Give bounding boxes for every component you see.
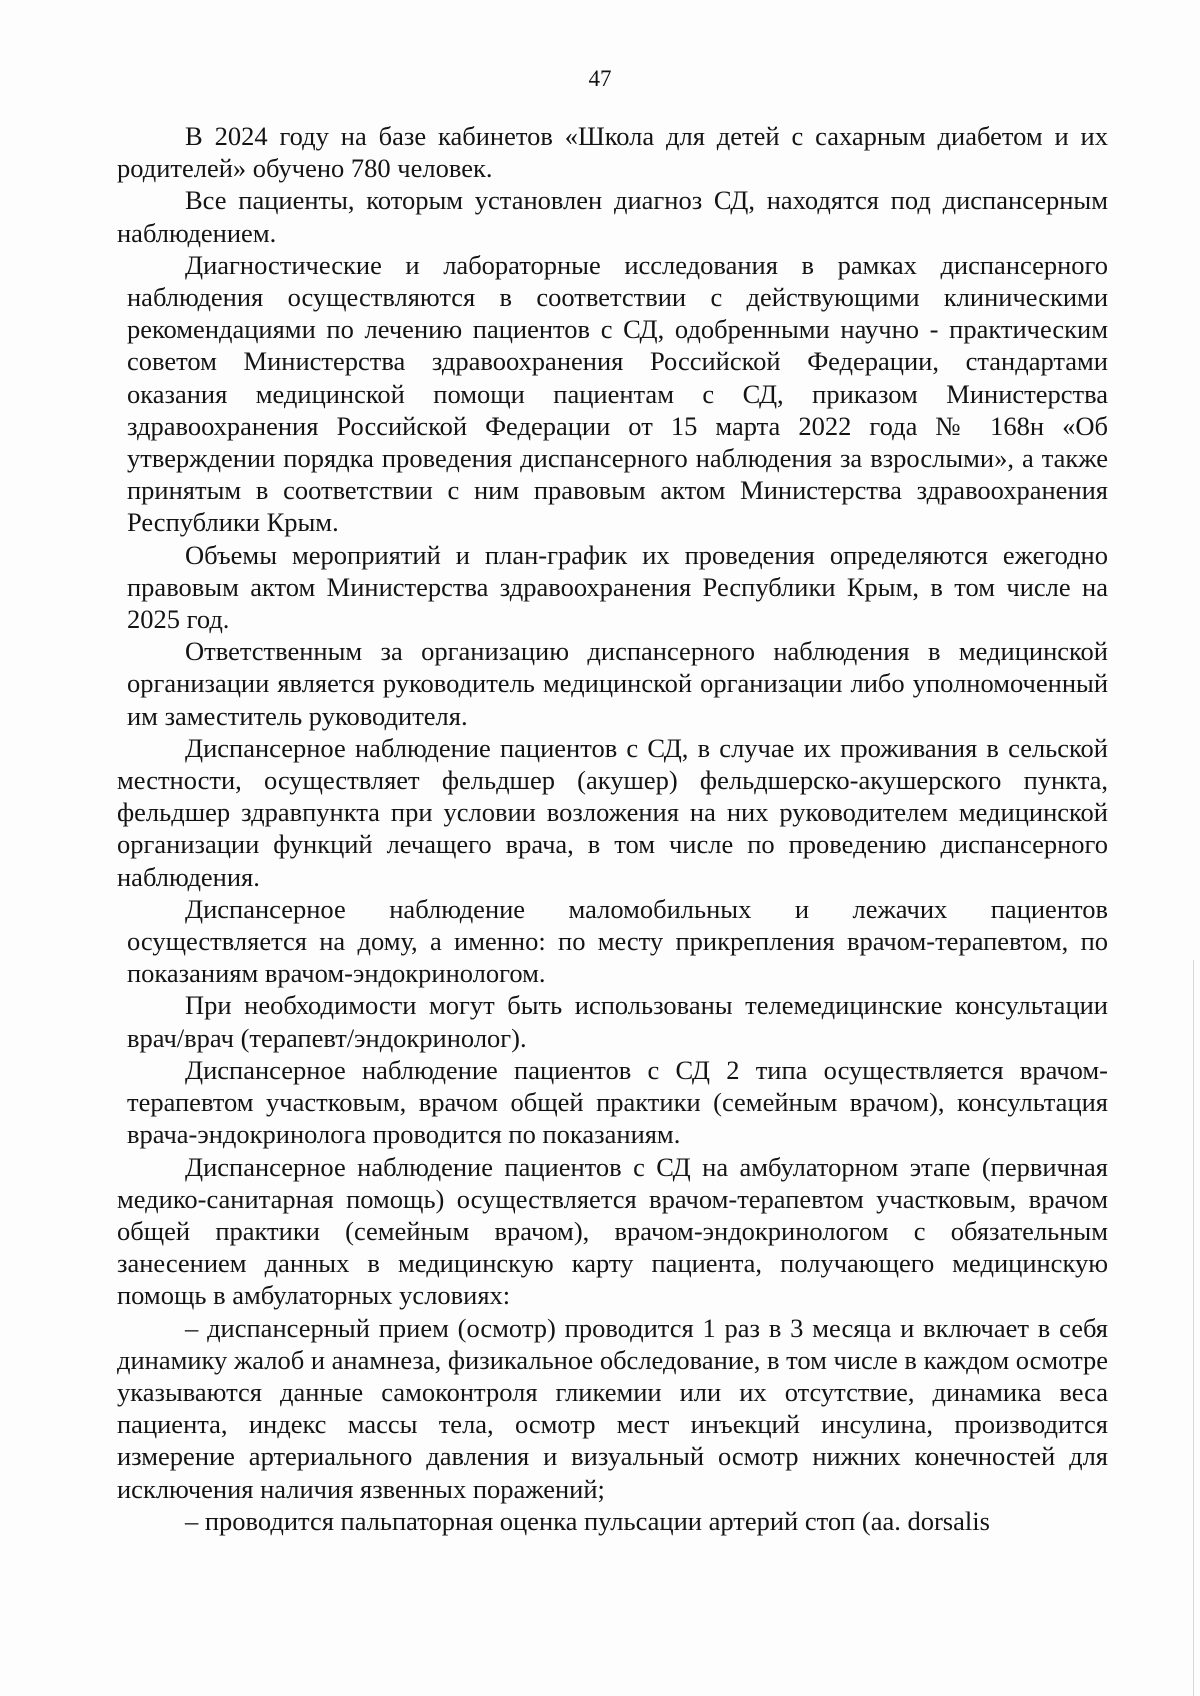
paragraph-responsible-person: Ответственным за организацию диспансерного наблюдения в медицинской организации является руководитель медицинской организации либо уполномоченный им заместитель руководителя. [127, 636, 1108, 731]
list-item-dispensary-visit: – диспансерный прием (осмотр) проводится 1 раз в 3 месяца и включает в себя динамику жалоб и анамнеза, физикальное обследование, в том числе в каждом осмотре указываются данные самоконтроля гликемии или их отсутствие, динамика веса пациента, индекс массы тела, осмотр мест инъекций инсулина, производится измерение артериального давления и визуальный осмотр нижних конечностей для исключения наличия язвенных поражений; [117, 1312, 1108, 1504]
paragraph-school-training: В 2024 году на базе кабинетов «Школа для детей с сахарным диабетом и их родителей» обучено 780 человек. [117, 121, 1108, 184]
page-number: 47 [588, 66, 612, 91]
list-item-pulse-assessment: – проводится пальпаторная оценка пульсации артерий стоп (aa. dorsalis [185, 1505, 990, 1536]
paragraph-outpatient-observation: Диспансерное наблюдение пациентов с СД на амбулаторном этапе (первичная медико-санитарная помощь) осуществляется врачом-терапевтом участковым, врачом общей практики (семейным врачом), врачом-эндокринологом с обязательным занесением данных в медицинскую карту пациента, получающего медицинскую помощь в амбулаторных условиях: [117, 1151, 1108, 1311]
paragraph-rural-observation: Диспансерное наблюдение пациентов с СД, в случае их проживания в сельской местности, осуществляет фельдшер (акушер) фельдшерско-акушерского пункта, фельдшер здравпункта при условии возложения на них руководителем медицинской организации функций лечащего врача, в том числе по проведению диспансерного наблюдения. [117, 732, 1108, 892]
paragraph-activity-volumes: Объемы мероприятий и план-график их проведения определяются ежегодно правовым актом Министерства здравоохранения Республики Крым, в том числе на 2025 год. [127, 539, 1108, 635]
paragraph-type2-observation: Диспансерное наблюдение пациентов с СД 2 типа осуществляется врачом-терапевтом участковым, врачом общей практики (семейным врачом), консультация врача-эндокринолога проводится по показаниям. [127, 1054, 1108, 1150]
paragraph-home-observation: Диспансерное наблюдение маломобильных и лежачих пациентов осуществляется на дому, а именно: по месту прикрепления врачом-терапевтом, по показаниям врачом-эндокринологом. [127, 893, 1108, 989]
scan-edge-line [1193, 960, 1194, 1696]
document-body [117, 120, 1108, 1537]
paragraph-dispensary-observation: Все пациенты, которым установлен диагноз СД, находятся под диспансерным наблюдением. [117, 185, 1108, 248]
paragraph-telemedicine: При необходимости могут быть использованы телемедицинские консультации врач/врач (терапевт/эндокринолог). [127, 990, 1108, 1053]
paragraph-diagnostic-studies: Диагностические и лабораторные исследования в рамках диспансерного наблюдения осуществляются в соответствии с действующими клиническими рекомендациями по лечению пациентов с СД, одобренными научно - практическим советом Министерства здравоохранения Российской Федерации, стандартами оказания медицинской помощи пациентам с СД, приказом Министерства здравоохранения Российской Федерации от 15 марта 2022 года № 168н «Об утверждении порядка проведения диспансерного наблюдения за взрослыми», а также принятым в соответствии с ним правовым актом Министерства здравоохранения Республики Крым. [127, 249, 1108, 538]
